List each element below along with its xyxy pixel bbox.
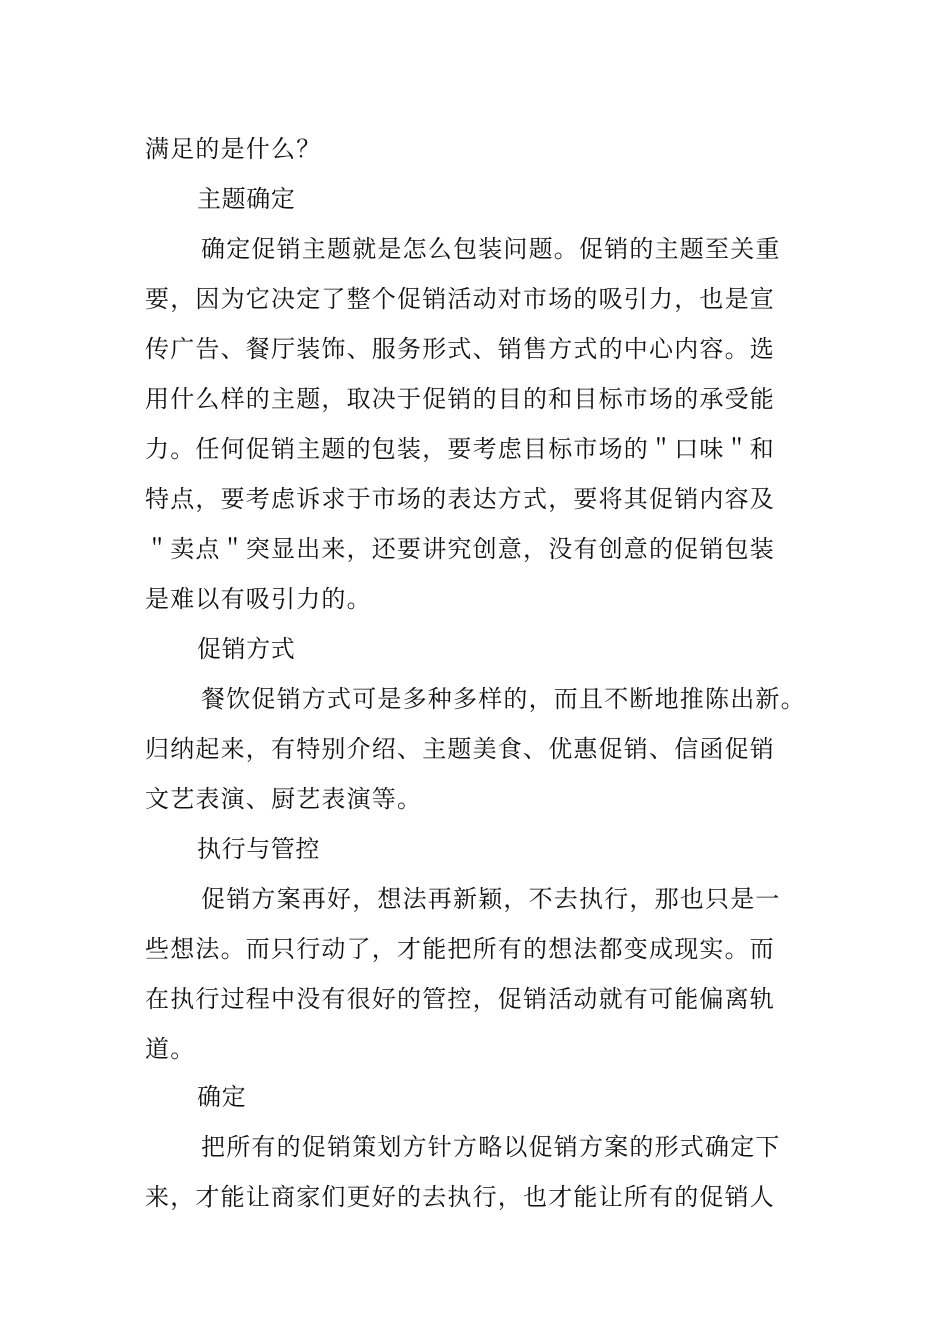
paragraph-line: 特点，要考虑诉求于市场的表达方式，要将其促销内容及 xyxy=(145,485,775,513)
paragraph-line: 要，因为它决定了整个促销活动对市场的吸引力，也是宣 xyxy=(145,285,775,313)
paragraph-line: 用什么样的主题，取决于促销的目的和目标市场的承受能 xyxy=(145,385,775,413)
text-line: 满足的是什么？ xyxy=(145,135,322,163)
section-heading-confirm: 确定 xyxy=(197,1083,247,1111)
paragraph-line: 把所有的促销策划方针方略以促销方案的形式确定下 xyxy=(201,1133,781,1161)
paragraph-line: 是难以有吸引力的。 xyxy=(145,585,372,613)
paragraph-line: 确定促销主题就是怎么包装问题。促销的主题至关重 xyxy=(201,235,781,263)
paragraph-line: 道。 xyxy=(145,1035,196,1063)
paragraph-line: 在执行过程中没有很好的管控，促销活动就有可能偏离轨 xyxy=(145,985,775,1013)
paragraph-line: ＂卖点＂突显出来，还要讲究创意，没有创意的促销包装 xyxy=(145,535,775,563)
paragraph-line: 传广告、餐厅装饰、服务形式、销售方式的中心内容。选 xyxy=(145,335,775,363)
paragraph-line: 文艺表演、厨艺表演等。 xyxy=(145,785,423,813)
section-heading-execution: 执行与管控 xyxy=(197,835,320,863)
paragraph-line: 力。任何促销主题的包装，要考虑目标市场的＂口味＂和 xyxy=(145,435,775,463)
section-heading-theme: 主题确定 xyxy=(197,185,296,213)
paragraph-line: 促销方案再好，想法再新颖，不去执行，那也只是一 xyxy=(201,885,781,913)
paragraph-line: 来，才能让商家们更好的去执行，也才能让所有的促销人 xyxy=(145,1183,775,1211)
section-heading-methods: 促销方式 xyxy=(197,635,296,663)
paragraph-line: 餐饮促销方式可是多种多样的，而且不断地推陈出新。 xyxy=(201,685,806,713)
paragraph-line: 些想法。而只行动了，才能把所有的想法都变成现实。而 xyxy=(145,935,775,963)
paragraph-line: 归纳起来，有特别介绍、主题美食、优惠促销、信函促销 xyxy=(145,735,775,763)
